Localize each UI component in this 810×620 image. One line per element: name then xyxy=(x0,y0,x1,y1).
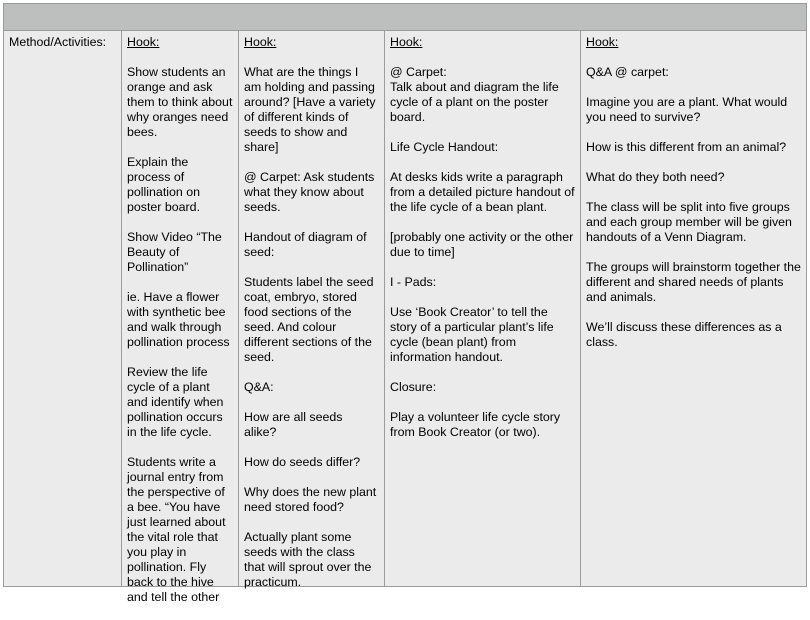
lesson-column-1 xyxy=(121,31,238,604)
paragraph: Life Cycle Handout: xyxy=(390,140,499,154)
hook-heading: Hook: xyxy=(586,35,619,49)
paragraph: Handout of diagram of seed: xyxy=(244,230,367,259)
paragraph: Students label the seed coat, embryo, stored food sections of the seed. And colour different sections of the seed. xyxy=(244,275,374,364)
paragraph: I - Pads: xyxy=(390,275,437,289)
paragraph: Show students an orange and ask them to think about why oranges need bees. xyxy=(127,65,233,139)
paragraph: How is this different from an animal? xyxy=(586,140,787,154)
paragraph: How do seeds differ? xyxy=(244,455,361,469)
lesson-table xyxy=(3,31,807,604)
paragraph: Review the life cycle of a plant and identify when pollination occurs in the life cycle. xyxy=(127,365,224,439)
lesson-1-text xyxy=(127,35,237,620)
hook-heading: Hook: xyxy=(127,35,160,49)
lesson-column-2 xyxy=(238,31,384,589)
paragraph: What are the things I am holding and passing around? [Have a variety of different kinds of seeds to show and share] xyxy=(244,65,376,154)
row-label-column xyxy=(4,31,121,586)
paragraph: Show Video “The Beauty of Pollination” xyxy=(127,230,222,274)
paragraph: At desks kids write a paragraph from a detailed picture handout of the life cycle of a bean plant. xyxy=(390,170,575,214)
paragraph: @ Carpet: Talk about and diagram the life cycle of a plant on the poster board. xyxy=(390,65,559,124)
paragraph: Imagine you are a plant. What would you need to survive? xyxy=(586,95,788,124)
paragraph: What do they both need? xyxy=(586,170,725,184)
paragraph: The class will be split into five groups and each group member will be given handouts of a Venn Diagram. xyxy=(586,200,792,244)
hook-heading: Hook: xyxy=(390,35,423,49)
lesson-4-text xyxy=(586,35,806,365)
paragraph: Closure: xyxy=(390,380,437,394)
lesson-3-text xyxy=(390,35,580,455)
lesson-column-4 xyxy=(580,31,807,586)
paragraph: Q&A @ carpet: xyxy=(586,65,669,79)
paragraph: Actually plant some seeds with the class that will sprout over the practicum. xyxy=(244,530,372,589)
paragraph: We’ll discuss these differences as a class. xyxy=(586,320,782,349)
paragraph: Students write a journal entry from the perspective of a bee. “You have just learned about the vital role that you play in pollination. Fly back to the hive and tell the other xyxy=(127,455,226,604)
paragraph: The groups will brainstorm together the different and shared needs of plants and animals. xyxy=(586,260,801,304)
paragraph: Why does the new plant need stored food? xyxy=(244,485,377,514)
paragraph: ie. Have a flower with synthetic bee and walk through pollination process xyxy=(127,290,230,349)
lesson-column-3 xyxy=(384,31,580,586)
lesson-2-text xyxy=(244,35,384,605)
paragraph: @ Carpet: Ask students what they know about seeds. xyxy=(244,170,375,214)
paragraph: Use ‘Book Creator’ to tell the story of a particular plant’s life cycle (bean plant) from information handout. xyxy=(390,305,554,364)
row-label: Method/Activities: xyxy=(9,35,107,49)
paragraph: [probably one activity or the other due to time] xyxy=(390,230,574,259)
table-header-bar xyxy=(3,3,807,31)
paragraph: Explain the process of pollination on poster board. xyxy=(127,155,201,214)
paragraph: Play a volunteer life cycle story from Book Creator (or two). xyxy=(390,410,561,439)
paragraph: How are all seeds alike? xyxy=(244,410,343,439)
paragraph: Q&A: xyxy=(244,380,274,394)
hook-heading: Hook: xyxy=(244,35,277,49)
